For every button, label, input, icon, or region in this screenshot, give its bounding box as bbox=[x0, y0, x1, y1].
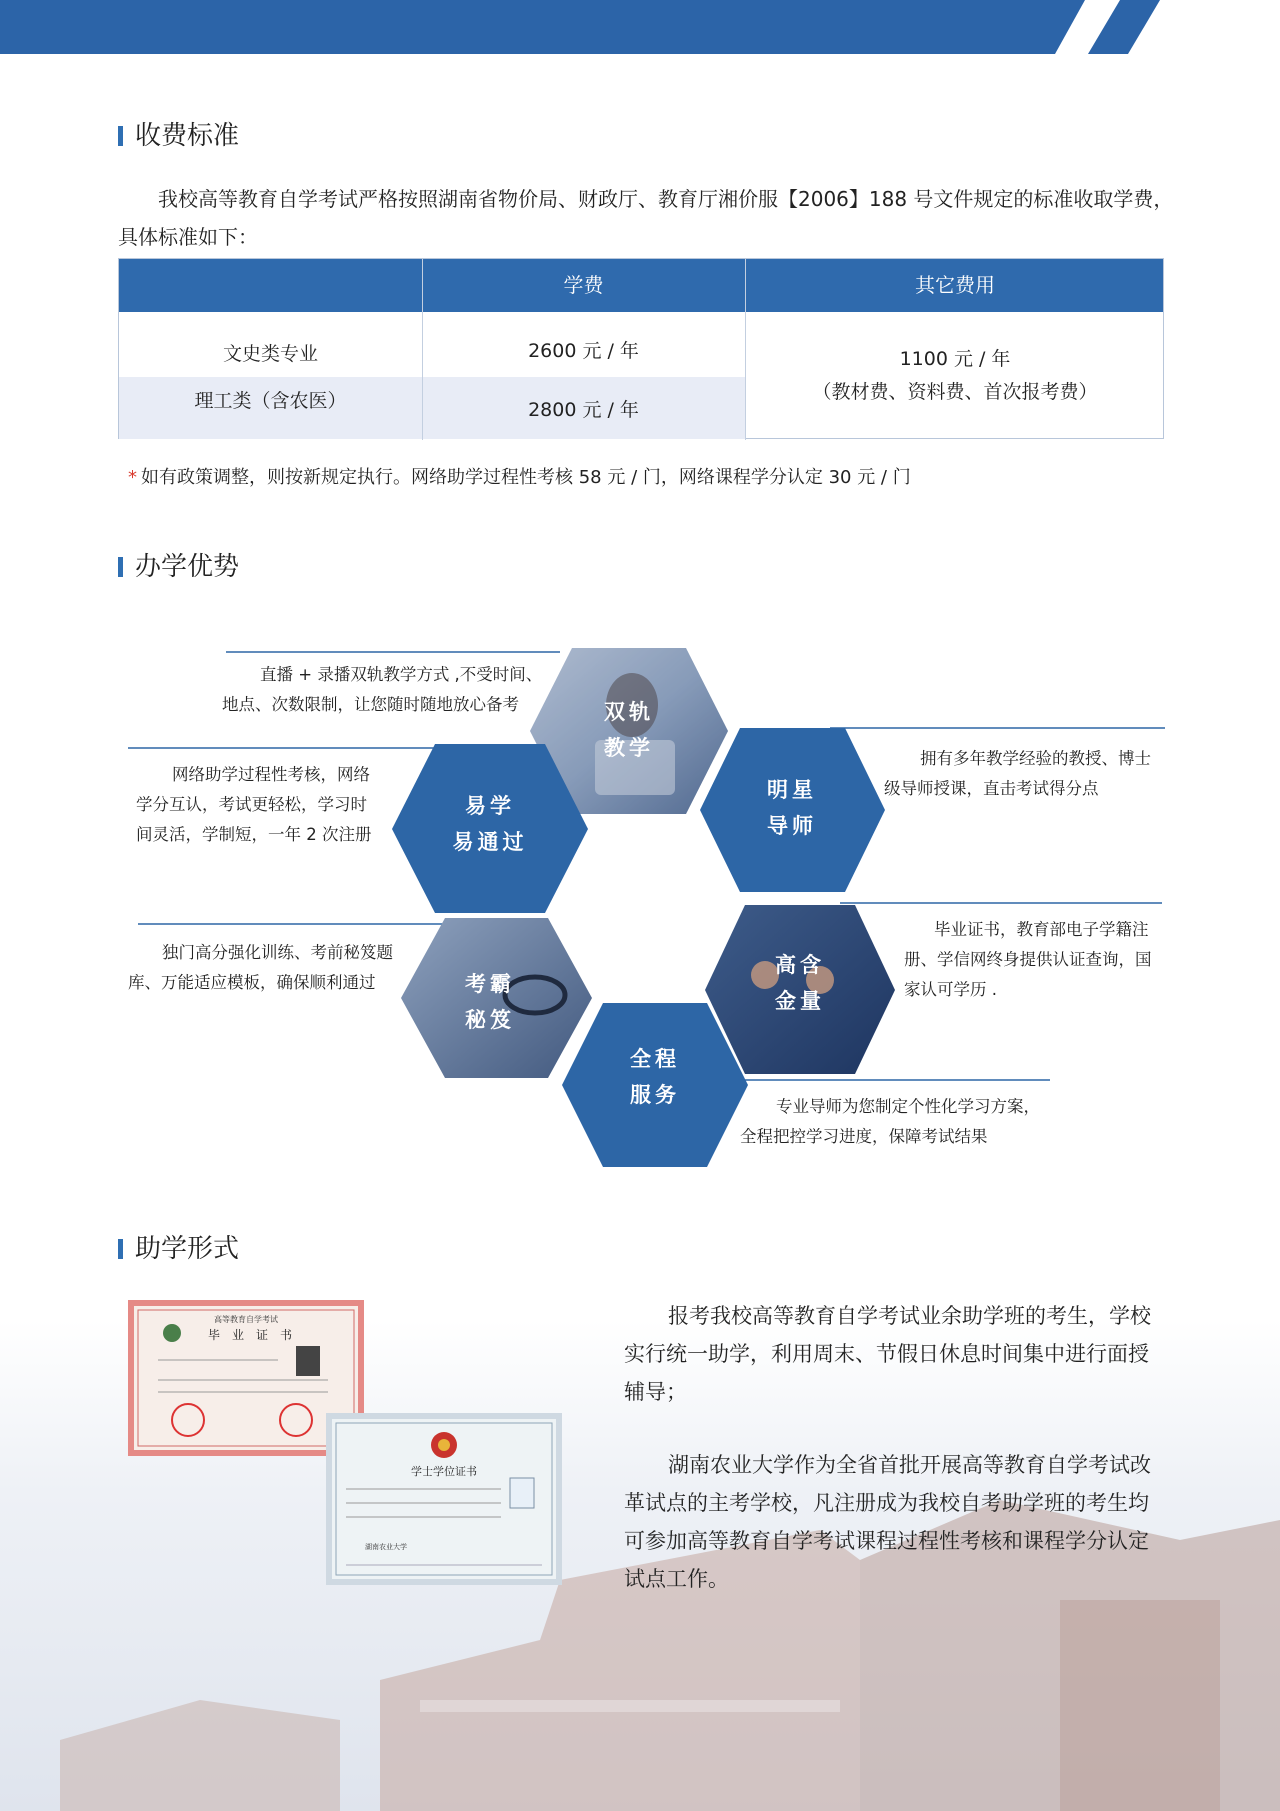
fee-section-title: 收费标准 bbox=[135, 121, 240, 151]
top-banner bbox=[0, 0, 1280, 56]
advantage-text-high-value: 毕业证书，教育部电子学籍注册、学信网终身提供认证查询，国家认可学历 . bbox=[904, 920, 1152, 999]
svg-text:学士学位证书: 学士学位证书 bbox=[411, 1465, 477, 1478]
svg-text:高等教育自学考试: 高等教育自学考试 bbox=[214, 1315, 278, 1324]
other-fee-amount: 1100 元 / 年 bbox=[899, 348, 1011, 370]
hex-label-high-value: 高含 金量 bbox=[775, 953, 825, 1013]
note-text: 如有政策调整，则按新规定执行。网络助学过程性考核 58 元 / 门，网络课程学分认定 30 元 / 门 bbox=[141, 467, 911, 488]
svg-text:湖南农业大学: 湖南农业大学 bbox=[365, 1543, 407, 1551]
tuition-liberal-arts: 2600 元 / 年 bbox=[528, 340, 639, 362]
category-liberal-arts: 文史类专业 bbox=[222, 343, 318, 365]
note-asterisk: * bbox=[128, 467, 137, 488]
advantage-text-full-service: 专业导师为您制定个性化学习方案，全程把控学习进度，保障考试结果 bbox=[740, 1097, 1040, 1146]
support-paragraph-2: 湖南农业大学作为全省首批开展高等教育自学考试改革试点的主考学校，凡注册成为我校自考助学班的考生均可参加高等教育自学考试课程过程性考核和课程学分认定试点工作。 bbox=[624, 1453, 1151, 1591]
advantage-text-dual-track: 直播 + 录播双轨教学方式 ,不受时间、地点、次数限制，让您随时随地放心备考 bbox=[222, 665, 543, 714]
hex-label-dual-track: 双轨 教学 bbox=[604, 700, 654, 760]
support-section-title: 助学形式 bbox=[135, 1234, 240, 1264]
hex-label-full-service: 全程 服务 bbox=[630, 1047, 680, 1107]
header-other-fees: 其它费用 bbox=[915, 273, 995, 297]
hex-label-easy-learn: 易学 易通过 bbox=[452, 794, 528, 854]
bachelor-degree-certificate-image bbox=[326, 1413, 562, 1585]
tuition-science: 2800 元 / 年 bbox=[528, 399, 639, 421]
advantage-text-star-tutor: 拥有多年教学经验的教授、博士级导师授课，直击考试得分点 bbox=[884, 749, 1151, 798]
fee-note bbox=[128, 463, 911, 489]
advantage-text-secret-tips: 独门高分强化训练、考前秘笈题库、万能适应模板，确保顺利通过 bbox=[128, 943, 393, 992]
fee-table bbox=[118, 258, 1164, 439]
support-paragraph-1: 报考我校高等教育自学考试业余助学班的考生，学校实行统一助学，利用周末、节假日休息时间集中进行面授辅导； bbox=[624, 1304, 1151, 1404]
fee-intro: 我校高等教育自学考试严格按照湖南省物价局、财政厅、教育厅湘价服【2006】188 号文件规定的标准收取学费，具体标准如下： bbox=[118, 187, 1174, 249]
category-science: 理工类（含农医） bbox=[194, 390, 347, 412]
other-fee-note: （教材费、资料费、首次报考费） bbox=[812, 381, 1098, 403]
header-tuition: 学费 bbox=[563, 273, 604, 297]
advantages-section-title: 办学优势 bbox=[135, 552, 240, 582]
hex-label-star-tutor: 明星 导师 bbox=[767, 778, 817, 838]
advantage-text-easy-learn: 网络助学过程性考核，网络学分互认，考试更轻松，学习时间灵活，学制短，一年 2 次注册 bbox=[136, 765, 372, 844]
svg-text:毕 业 证 书: 毕 业 证 书 bbox=[207, 1328, 293, 1342]
hex-label-secret-tips: 考霸 秘笈 bbox=[465, 972, 515, 1032]
